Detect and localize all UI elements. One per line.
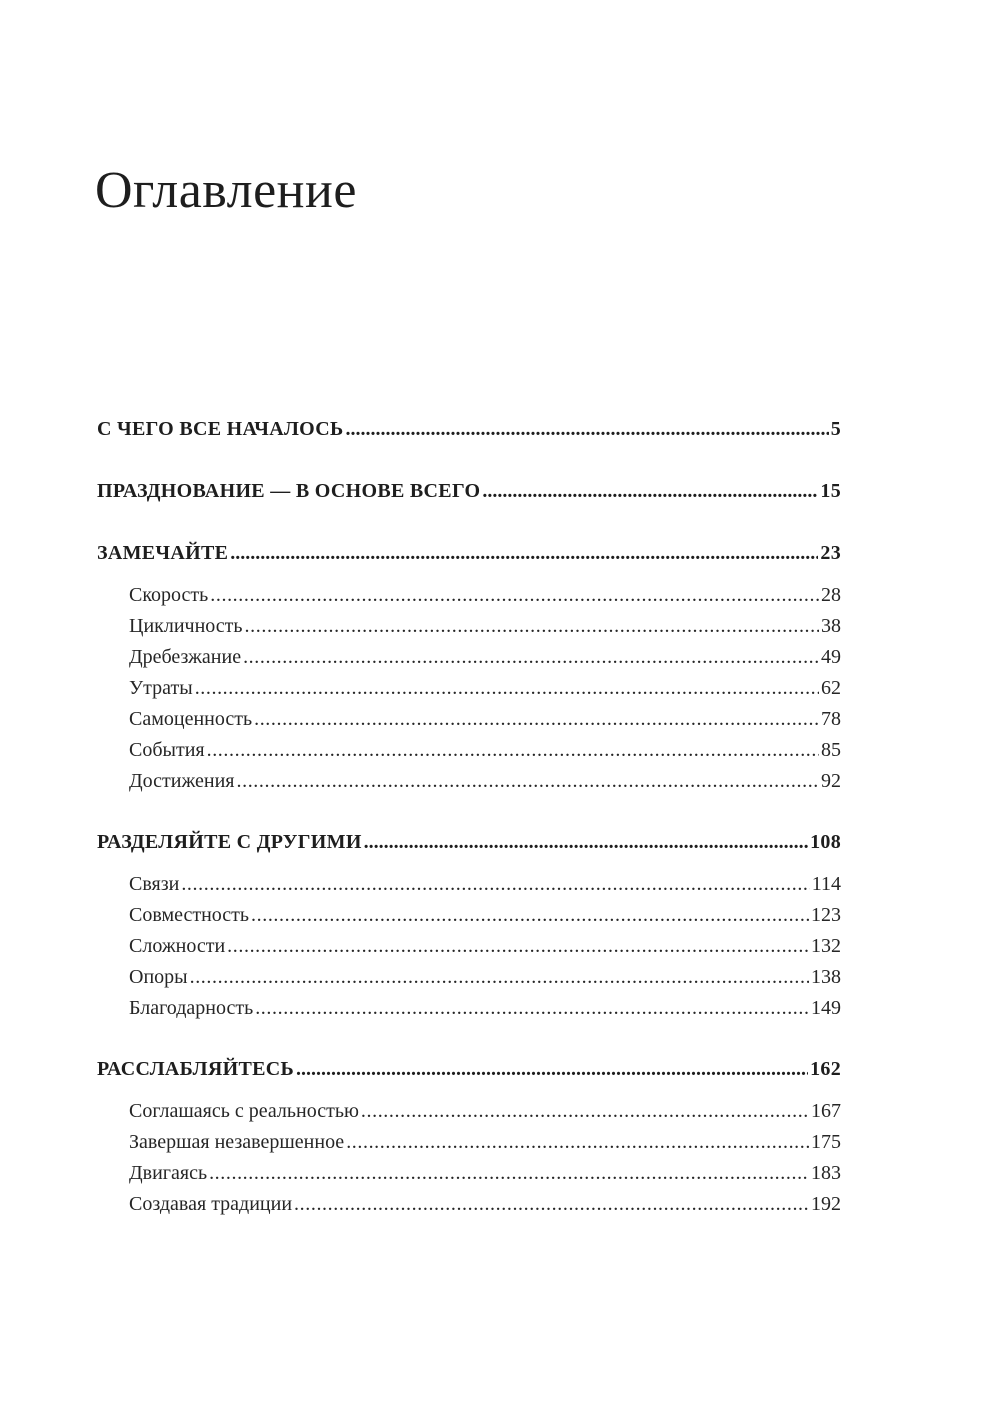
toc-section [97,1052,841,1220]
toc-page-number: 183 [811,1162,841,1184]
dot-leader [482,474,818,508]
toc-section-title: РАССЛАБЛЯЙТЕСЬ [97,1058,295,1080]
toc-item-title: Утраты [129,677,193,699]
toc-section [97,536,841,797]
toc-item-title: Дребезжание [129,646,242,668]
toc-section [97,474,841,508]
toc-item-row[interactable] [97,1158,841,1189]
toc-section-row[interactable] [97,536,841,570]
toc-page-number: 23 [820,542,841,564]
toc-item-row[interactable] [97,704,841,735]
toc-section-row[interactable] [97,412,841,446]
toc-page-number: 78 [821,708,841,730]
dot-leader [230,536,818,570]
toc-page-number: 162 [810,1058,841,1080]
toc-page-number: 15 [820,480,841,502]
toc-subsection-list [97,869,841,1024]
toc-item-title: Соглашаясь с реальностью [129,1100,359,1122]
toc-page-number: 138 [811,966,841,988]
toc-item-row[interactable] [97,735,841,766]
toc-section-title: РАЗДЕЛЯЙТЕ С ДРУГИМИ [97,831,362,853]
toc-page-number: 108 [810,831,841,853]
toc-item-title: Совместность [129,904,250,926]
dot-leader [296,1052,808,1086]
dot-leader [346,1127,809,1158]
toc-item-title: Благодарность [129,997,254,1019]
toc-subsection-list [97,1096,841,1220]
toc-item-row[interactable] [97,1096,841,1127]
toc-section-title: ЗАМЕЧАЙТЕ [97,542,229,564]
toc-item-title: Цикличность [129,615,243,637]
toc-item-row[interactable] [97,962,841,993]
toc-item-title: События [129,739,205,761]
toc-item-title: Скорость [129,584,209,606]
dot-leader [251,900,809,931]
toc-item-title: Сложности [129,935,226,957]
dot-leader [195,673,819,704]
toc-page-number: 167 [811,1100,841,1122]
dot-leader [361,1096,809,1127]
page-title: Оглавление [95,162,357,219]
toc-item-row[interactable] [97,673,841,704]
toc-section-title: С ЧЕГО ВСЕ НАЧАЛОСЬ [97,418,344,440]
toc-item-title: Опоры [129,966,188,988]
toc-page-number: 123 [811,904,841,926]
toc-page-number: 114 [811,873,841,895]
dot-leader [243,642,819,673]
toc-page-number: 5 [830,418,841,440]
dot-leader [190,962,809,993]
toc-item-row[interactable] [97,869,841,900]
toc-item-title: Создавая традиции [129,1193,293,1215]
toc-item-title: Самоценность [129,708,253,730]
toc-item-row[interactable] [97,766,841,797]
toc-page-number: 28 [821,584,841,606]
toc-item-row[interactable] [97,993,841,1024]
toc-item-row[interactable] [97,900,841,931]
toc-page-number: 149 [811,997,841,1019]
toc-item-row[interactable] [97,580,841,611]
toc-page-number: 175 [811,1131,841,1153]
toc-page-number: 132 [811,935,841,957]
toc-page-number: 38 [821,615,841,637]
dot-leader [255,993,809,1024]
toc-item-row[interactable] [97,1127,841,1158]
toc-item-title: Двигаясь [129,1162,208,1184]
dot-leader [181,869,809,900]
toc-section [97,412,841,446]
dot-leader [254,704,819,735]
dot-leader [346,412,829,446]
toc-section-row[interactable] [97,474,841,508]
dot-leader [210,580,819,611]
toc-item-row[interactable] [97,1189,841,1220]
toc-item-row[interactable] [97,931,841,962]
toc-subsection-list [97,580,841,797]
toc-section [97,825,841,1024]
toc-item-title: Достижения [129,770,235,792]
toc-page-number: 92 [821,770,841,792]
dot-leader [245,611,819,642]
toc-section-title: ПРАЗДНОВАНИЕ — В ОСНОВЕ ВСЕГО [97,480,481,502]
toc-section-row[interactable] [97,1052,841,1086]
table-of-contents [97,412,841,1248]
toc-page-number: 62 [821,677,841,699]
dot-leader [294,1189,809,1220]
dot-leader [209,1158,809,1189]
dot-leader [207,735,819,766]
toc-item-title: Завершая незавершенное [129,1131,345,1153]
dot-leader [364,825,808,859]
toc-item-row[interactable] [97,611,841,642]
toc-item-title: Связи [129,873,180,895]
dot-leader [237,766,820,797]
toc-page-number: 85 [821,739,841,761]
toc-page-number: 192 [811,1193,841,1215]
toc-section-row[interactable] [97,825,841,859]
toc-item-row[interactable] [97,642,841,673]
toc-page-number: 49 [821,646,841,668]
dot-leader [227,931,809,962]
